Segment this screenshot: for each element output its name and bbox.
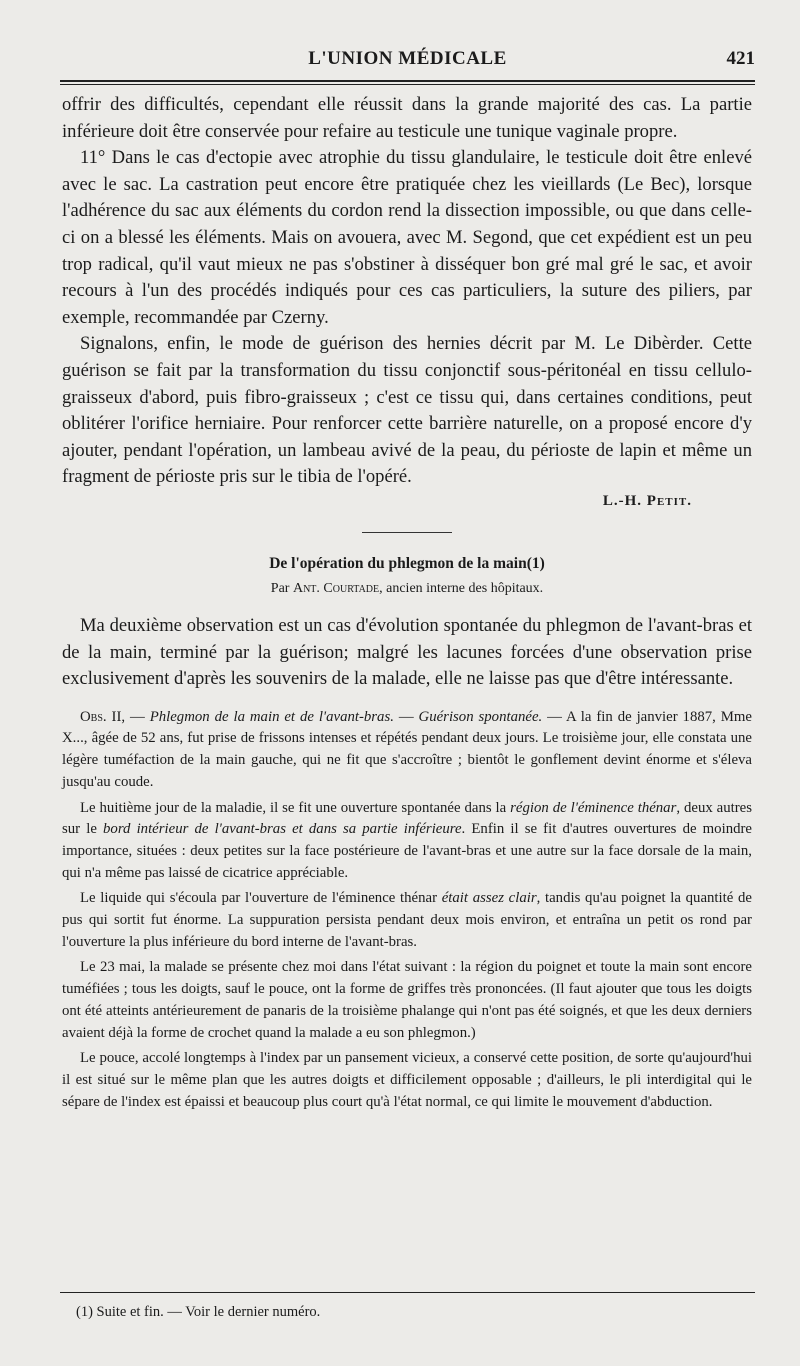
article-title-text: De l'opération du phlegmon de la main: [269, 554, 527, 572]
observation-text: [62, 707, 752, 1114]
italic-text: région de l'éminence thénar: [510, 799, 677, 816]
observation-result: Guérison spontanée.: [418, 708, 543, 725]
paragraph: Ma deuxième observation est un cas d'évolution spontanée du phlegmon de l'avant-bras et de la main, terminé par la guérison; malgré les lacunes forcées d'une observation prise exclusivement d'après les souvenirs de la malade, elle ne laisse pas que d'être intéressante.: [62, 614, 752, 690]
text: , deux autres sur le: [62, 799, 753, 838]
text: , tandis qu'au poignet la quantité de pus qui sortit fut énorme. La suppuration persista pendant deux mois environ, et entraîna un petit os rond par l'ouverture la plus inférieure du bord interne de l'avant-bras.: [62, 890, 752, 950]
article-title: [62, 555, 752, 573]
text: Le liquide qui s'écoula par l'ouverture de l'éminence thénar: [80, 890, 442, 907]
author-signature: L.-H. Petit.: [602, 492, 692, 509]
observation-paragraph: [62, 798, 752, 885]
byline: [62, 581, 752, 597]
observation-paragraph: Le pouce, accolé longtemps à l'index par un pansement vicieux, a conservé cette position, de sorte qu'aujourd'hui il est situé sur le même plan que les autres doigts et difficilement opposable ; d'ailleurs, le pli interdigital qui le sépare de l'index est épaissi et beaucoup plus court qu'à l'état normal, ce qui limite le mouvement d'abduction.: [62, 1050, 752, 1110]
page-number: 421: [726, 48, 755, 69]
observation-paragraph: [62, 888, 752, 953]
body-text: [62, 92, 752, 1113]
observation-paragraph: Le 23 mai, la malade se présente chez moi dans l'état suivant : la région du poignet et toute la main sont encore tuméfiées ; tous les doigts, sauf le pouce, ont la forme de griffes très prononcées. (Il faut ajouter que tous les doigts ont été atteints antérieurement de panaris de la troisième phalange qui n'ont pas été soignés, et que les deux derniers avaient déjà la forme de crochet quand la malade a eu son phlegmon.): [62, 959, 752, 1041]
footnote-marker: (1): [526, 554, 545, 572]
italic-text: était assez clair: [441, 890, 537, 907]
footnote: (1) Suite et fin. — Voir le dernier numéro.: [76, 1304, 321, 1320]
journal-title: L'UNION MÉDICALE: [308, 48, 507, 69]
text: Le huitième jour de la maladie, il se fit une ouverture spontanée dans la: [80, 799, 511, 816]
observation-title: Phlegmon de la main et de l'avant-bras.: [149, 708, 394, 725]
paragraph: Signalons, enfin, le mode de guérison des hernies décrit par M. Le Dibèrder. Cette guérison se fait par la transformation du tissu conjonctif sous-péritonéal en tissu cellulo-graisseux d'abord, puis fibro-graisseux ; c'est ce tissu qui, dans certaines conditions, peut oblitérer l'orifice herniaire. Pour renforcer cette barrière naturelle, on a proposé encore d'y ajouter, pendant l'opération, un lambeau avivé de la peau, du périoste de lapin et même un fragment de périoste pris sur le tibia de l'opéré.: [62, 333, 752, 488]
footnote-rule: [60, 1292, 755, 1293]
italic-text: bord intérieur de l'avant-bras et dans sa partie inférieure: [103, 821, 462, 838]
author-title: , ancien interne des hôpitaux.: [379, 580, 544, 596]
paragraph: offrir des difficultés, cependant elle réussit dans la grande majorité des cas. La partie inférieure doit être conservée pour refaire au testicule une tunique vaginale propre.: [62, 94, 752, 142]
paragraph: 11° Dans le cas d'ectopie avec atrophie du tissu glandulaire, le testicule doit être enlevé avec le sac. La castration peut encore être pratiquée chez les vieillards (Le Bec), lorsque l'adhérence du sac aux éléments du cordon rend la dissection impossible, ou que dans celle-ci on a blessé les éléments. Mais on avouera, avec M. Segond, que cet expédient est un peu trop radical, qu'il vaut mieux ne pas s'obstiner à disséquer bon gré mal gré le sac, et avoir recours à l'un des procédés indiqués pour ces cas particuliers, la suture des piliers, par exemple, recommandée par Czerny.: [62, 147, 752, 328]
author-name: Ant. Courtade: [292, 580, 380, 596]
intro-text: [62, 613, 752, 693]
observation-paragraph: [62, 707, 752, 794]
text: . Enfin il se fit d'autres ouvertures de moindre importance, situées : deux petites sur la face postérieure de l'avant-bras et une autre sur la face dorsale de la main, qui n'a même pas laissé de cicatrice appréciable.: [62, 821, 752, 881]
previous-article-text: [62, 92, 752, 491]
byline-prefix: Par: [270, 580, 290, 596]
header-rule-thin: [60, 84, 755, 85]
observation-dash: —: [398, 708, 414, 725]
header-rule: [60, 80, 755, 82]
observation-text-1: — A la fin de janvier 1887, Mme X..., âgée de 52 ans, fut prise de frissons intenses et répétés pendant deux jours. Le troisième jour, elle constata une légère tuméfaction de la main gauche, qui ne fit que s'accroître ; bientôt le gonflement devint énorme et s'éleva jusqu'au coude.: [62, 708, 752, 790]
observation-label: Obs. II, —: [80, 708, 145, 725]
section-separator: [362, 532, 452, 533]
running-header: [60, 48, 755, 74]
